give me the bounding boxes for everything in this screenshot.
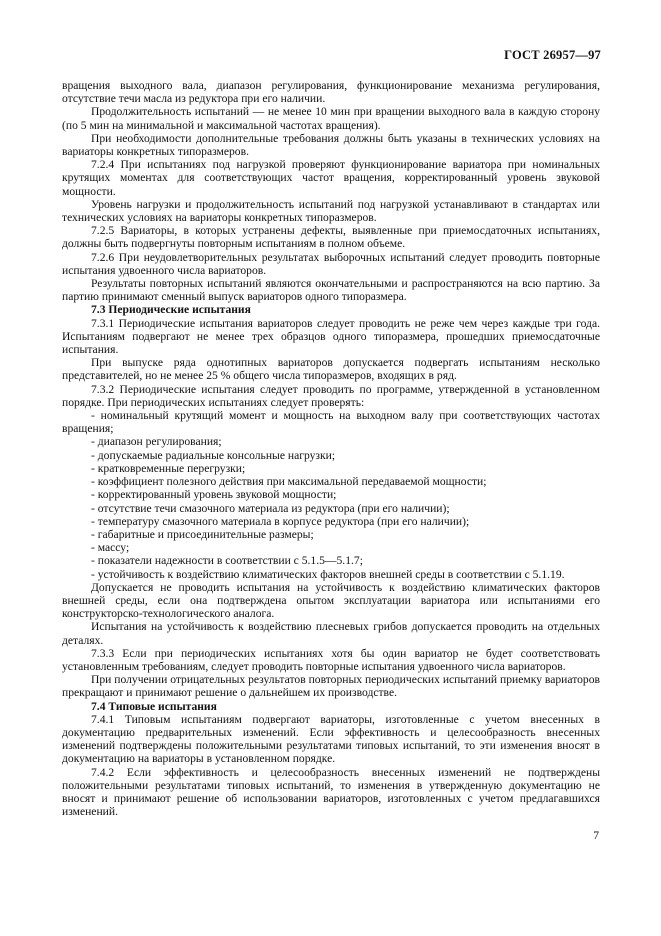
list-item: - коэффициент полезного действия при максимальной передаваемой мощности; [91, 475, 487, 489]
list-item: - допускаемые радиальные консольные нагрузки; [91, 448, 336, 462]
list-item: - кратковременные перегрузки; [91, 461, 246, 475]
page-number: 7 [593, 829, 599, 842]
paragraph: При необходимости дополнительные требования должны быть указаны в технических условиях на вариаторы конкретных типоразмеров. [62, 131, 600, 159]
clause-7-2-5: 7.2.5 Вариаторы, в которых устранены дефекты, выявленные при приемосдаточных испытаниях, должны быть подвергнуты повторным испытаниям в полном объеме. [62, 224, 600, 251]
list-item: - габаритные и присоединительные размеры; [91, 527, 314, 541]
list-item: - корректированный уровень звуковой мощности; [91, 488, 337, 502]
list-item: - номинальный крутящий момент и мощность на выходном валу при соответствующих частотах вращения; [62, 409, 600, 436]
list-item: - устойчивость к воздействию климатических факторов внешней среды в соответствии с 5.1.19. [91, 567, 565, 581]
clause-7-3-1: 7.3.1 Периодические испытания вариаторов следует проводить не реже чем через каждые три года. Испытаниям подвергают не менее трех образцов одного типоразмера, прошедших приемосдаточные испытания. [62, 316, 600, 357]
clause-7-2-6: 7.2.6 При неудовлетворительных результатах выборочных испытаний следует проводить повторные испытания удвоенного числа вариаторов. [62, 250, 600, 277]
list-item: - показатели надежности в соответствии с 5.1.5—5.1.7; [91, 554, 363, 568]
clause-7-2-4: 7.2.4 При испытаниях под нагрузкой проверяют функционирование вариатора при номинальных крутящих моментах для соответствующих частот вращения, корректированный уровень звуковой мощности. [62, 158, 600, 198]
section-heading-7-3: 7.3 Периодические испытания [91, 303, 251, 317]
paragraph: Испытания на устойчивость к воздействию плесневых грибов допускается проводить на отдельных деталях. [62, 620, 600, 647]
paragraph: Уровень нагрузки и продолжительность испытаний под нагрузкой устанавливают в стандартах или технических условиях на вариаторы конкретных типоразмеров. [62, 197, 600, 225]
paragraph: вращения выходного вала, диапазон регулирования, функционирование механизма регулирования, отсутствие течи масла из редуктора при его наличии. [62, 79, 600, 106]
clause-7-4-1: 7.4.1 Типовым испытаниям подвергают вариаторы, изготовленные с учетом внесенных в документацию предварительных изменений. Если эффективность и целесообразность внесенных изменений подтверждены положительными результатами типовых испытаний, то эти изменения вносят в документацию на вариаторы в установленном порядке. [62, 712, 600, 766]
paragraph: Допускается не проводить испытания на устойчивость к воздействию климатических факторов внешней среды, если она подтверждена опытом эксплуатации вариатора или испытаниями его конструкторско-технологического аналога. [62, 580, 600, 621]
list-item: - диапазон регулирования; [91, 435, 222, 449]
clause-7-4-2: 7.4.2 Если эффективность и целесообразность внесенных изменений не подтверждены положительными результатами типовых испытаний, то изменения в утвержденную документацию не вносят и принимают решение об использовании вариаторов, изготовленных с учетом предлагавшихся изменений. [62, 765, 600, 819]
list-item: - массу; [91, 541, 130, 555]
standard-header: ГОСТ 26957—97 [504, 48, 601, 62]
paragraph: При получении отрицательных результатов повторных периодических испытаний приемку вариаторов прекращают и принимают решение о дальнейшем их производстве. [62, 673, 600, 700]
clause-7-3-2: 7.3.2 Периодические испытания следует проводить по программе, утвержденной в установленном порядке. При периодических испытаниях следует проверять: [62, 382, 600, 409]
section-heading-7-4: 7.4 Типовые испытания [91, 699, 217, 713]
clause-7-3-3: 7.3.3 Если при периодических испытаниях хотя бы один вариатор не будет соответствовать установленным требованиям, следует проводить повторные испытания удвоенного числа вариаторов. [62, 646, 600, 673]
list-item: - отсутствие течи смазочного материала из редуктора (при его наличии); [91, 501, 450, 515]
list-item: - температуру смазочного материала в корпусе редуктора (при его наличии); [91, 514, 470, 528]
paragraph: При выпуске ряда однотипных вариаторов допускается подвергать испытаниям несколько представителей, но не менее 25 % общего числа типоразмеров, входящих в ряд. [62, 356, 600, 383]
paragraph: Продолжительность испытаний — не менее 10 мин при вращении выходного вала в каждую сторону (по 5 мин на минимальной и максимальной частотах вращения). [62, 105, 600, 132]
paragraph: Результаты повторных испытаний являются окончательными и распространяются на всю партию. За партию принимают сменный выпуск вариаторов одного типоразмера. [62, 277, 600, 304]
document-body [62, 79, 600, 818]
